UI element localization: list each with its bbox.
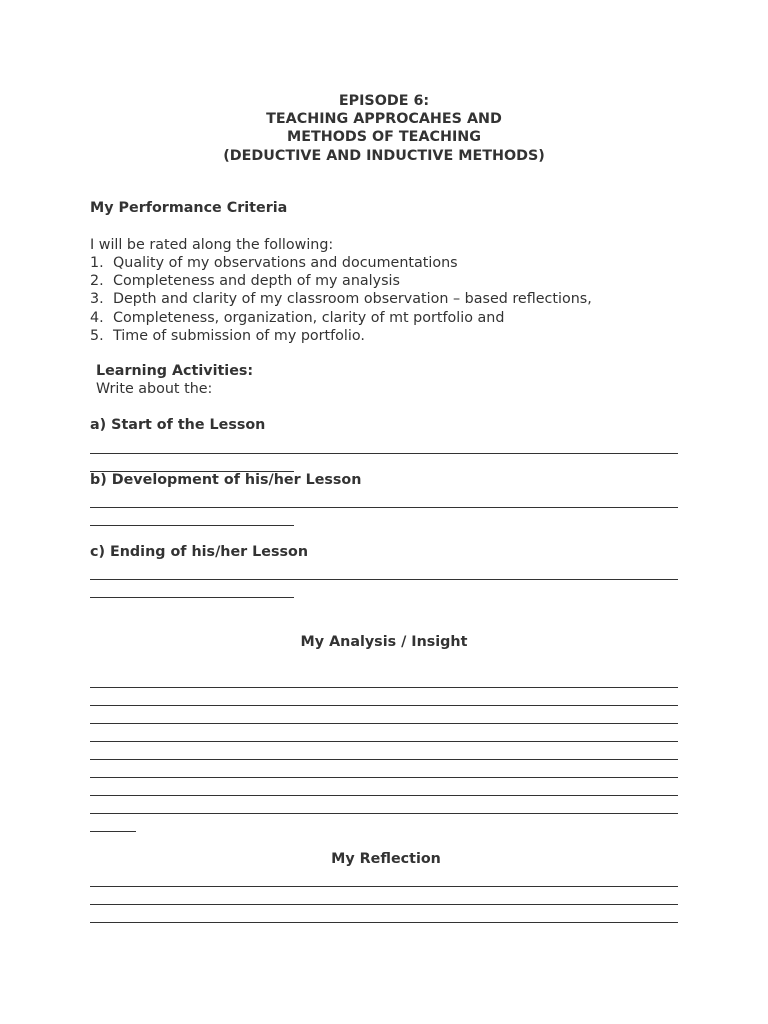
criteria-item: 4. Completeness, organization, clarity of mt portfolio and: [90, 309, 505, 326]
learning-activities-instruction: Write about the:: [96, 381, 213, 397]
learning-activities-heading: Learning Activities:: [96, 363, 254, 379]
reflection-line: [90, 886, 678, 887]
reflection-line: [90, 922, 678, 923]
performance-criteria-heading: My Performance Criteria: [90, 200, 288, 216]
episode-subtitle: (DEDUCTIVE AND INDUCTIVE METHODS): [223, 147, 545, 164]
criteria-item: 3. Depth and clarity of my classroom observation – based reflections,: [90, 291, 592, 308]
criteria-item: 2. Completeness and depth of my analysis: [90, 273, 400, 290]
analysis-line: [90, 723, 678, 724]
analysis-line: [90, 795, 678, 796]
start-of-lesson-label: a) Start of the Lesson: [90, 417, 266, 433]
reflection-heading: My Reflection: [331, 851, 441, 867]
analysis-line: [90, 705, 678, 706]
answer-line: [90, 525, 294, 526]
episode-title-block: [0, 92, 768, 165]
ending-of-lesson-label: c) Ending of his/her Lesson: [90, 544, 309, 560]
analysis-line: [90, 831, 136, 832]
analysis-line: [90, 741, 678, 742]
analysis-line: [90, 759, 678, 760]
analysis-line: [90, 813, 678, 814]
analysis-heading: My Analysis / Insight: [300, 634, 468, 650]
episode-number: EPISODE 6:: [338, 93, 430, 109]
analysis-line: [90, 777, 678, 778]
answer-line: [90, 507, 678, 508]
reflection-line: [90, 904, 678, 905]
answer-line: [90, 597, 294, 598]
criteria-list: [90, 254, 592, 345]
episode-title-line-2: METHODS OF TEACHING: [287, 129, 481, 146]
criteria-item: 5. Time of submission of my portfolio.: [90, 327, 365, 344]
criteria-item: 1. Quality of my observations and documentations: [90, 255, 458, 271]
episode-title-line-1: TEACHING APPROCAHES AND: [266, 111, 502, 128]
criteria-intro: I will be rated along the following:: [90, 237, 334, 253]
analysis-line: [90, 687, 678, 688]
answer-line: [90, 579, 678, 580]
answer-line: [90, 453, 678, 454]
development-of-lesson-label: b) Development of his/her Lesson: [90, 472, 362, 488]
